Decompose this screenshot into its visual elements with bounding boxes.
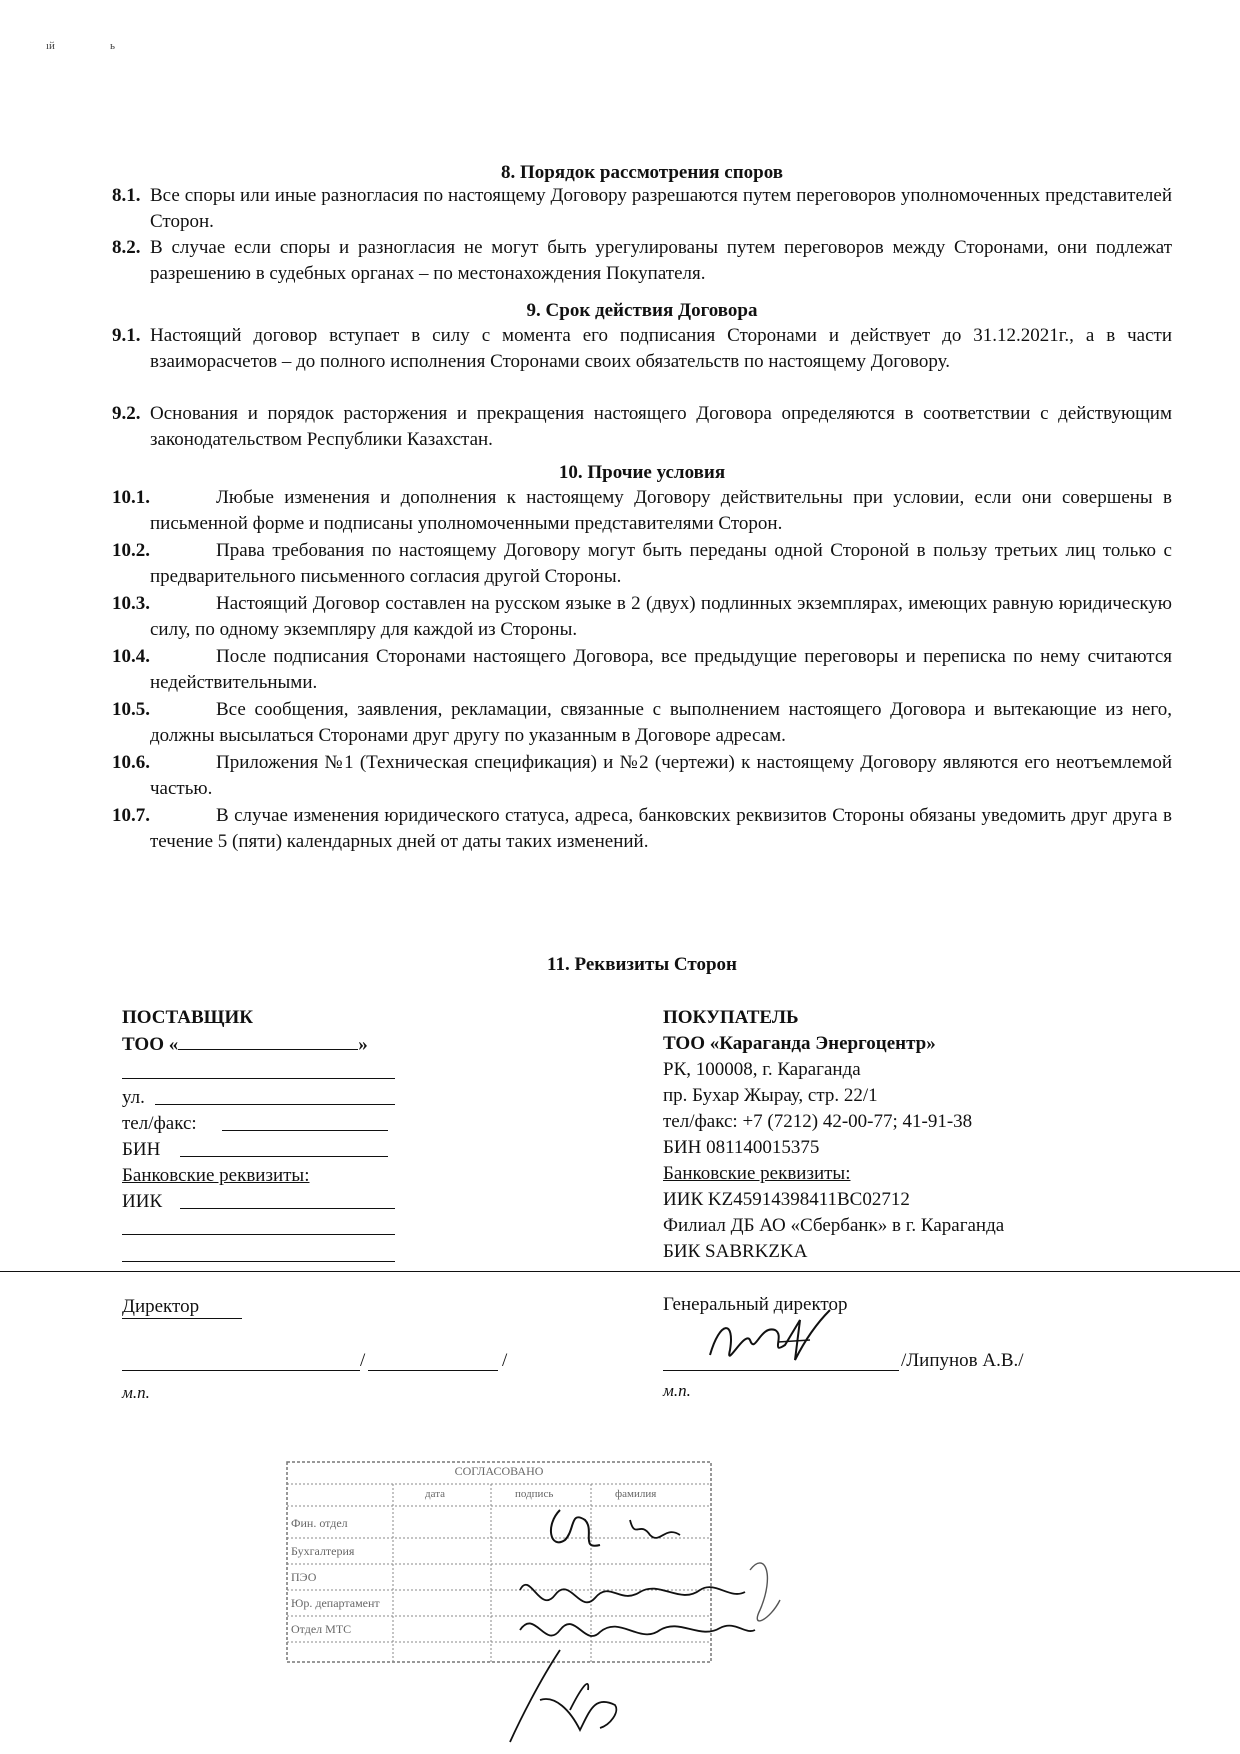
clause-number: 8.1. [112,185,141,206]
clause-text: Настоящий Договор составлен на русском языке в 2 (двух) подлинных экземплярах, имеющих равную юридическую силу, по одному экземпляру для каждой из Стороны. [150,593,1172,640]
supplier-org-prefix: ТОО « [122,1034,179,1055]
clause-text: Все споры или иные разногласия по настоящему Договору разрешаются путем переговоров уполномоченных представителей Сторон. [150,185,1172,232]
supplier-phone-line [222,1130,388,1131]
approval-stamp-title: СОГЛАСОВАНО [454,1464,544,1478]
supplier-iik-label: ИИК [122,1191,163,1212]
buyer-handwritten-signature [690,1300,840,1380]
clause-number: 10.3. [112,593,150,614]
buyer-signer: /Липунов А.В./ [901,1350,1024,1371]
clause-text: В случае если споры и разногласия не могут быть урегулированы путем переговоров между Сторонами, они подлежат разрешению в судебных органах – по местонахождения Покупателя. [150,237,1172,284]
clause-text: Настоящий договор вступает в силу с момента его подписания Сторонами и действует до 31.12.2021г., а в части взаиморасчетов – до полного исполнения Сторонами своих обязательств по настоящему Договору. [150,325,1172,372]
buyer-block [663,1005,1143,1265]
approval-col-date: дата [425,1488,446,1500]
approval-row-label: Юр. департамент [291,1596,380,1610]
supplier-org-blank [178,1031,358,1050]
buyer-iik: ИИК KZ45914398411BC02712 [663,1189,910,1210]
clause-9-2 [112,401,1172,453]
approval-row-label: Отдел МТС [291,1622,352,1636]
buyer-org: ТОО «Караганда Энергоцентр» [663,1033,936,1054]
supplier-org-suffix: » [358,1034,368,1055]
supplier-street-label: ул. [122,1087,145,1108]
corner-mark: ь [110,40,116,52]
supplier-role-line [122,1318,242,1319]
clause-text: Основания и порядок расторжения и прекращения настоящего Договора определяются в соответствии с действующим законодательством Республики Казахстан. [150,403,1172,450]
corner-mark: ıй [46,40,55,52]
approval-row-label: Фин. отдел [291,1516,348,1530]
approval-col-signature: подпись [515,1488,554,1500]
buyer-seal-place: м.п. [663,1381,691,1400]
clause-10-2 [112,538,1172,590]
supplier-signature-line [122,1370,360,1371]
supplier-block [122,1005,422,1058]
supplier-blank-line [122,1261,395,1262]
buyer-bik: БИК SABRKZKA [663,1241,808,1262]
buyer-heading: ПОКУПАТЕЛЬ [663,1007,799,1028]
scan-divider-line [0,1271,1240,1272]
clause-text: После подписания Сторонами настоящего Договора, все предыдущие переговоры и переписка по нему считаются недействительными. [150,646,1172,693]
clause-10-5 [112,697,1172,749]
clause-number: 10.5. [112,699,150,720]
buyer-phone: тел/факс: +7 (7212) 42-00-77; 41-91-38 [663,1111,973,1132]
clause-number: 10.7. [112,805,150,826]
supplier-street-line [155,1104,395,1105]
supplier-slash-2: / [502,1350,508,1371]
clause-8-1 [112,183,1172,235]
supplier-name-line [368,1370,498,1371]
clause-10-7 [112,803,1172,855]
section-11-title: 11. Реквизиты Сторон [547,954,737,975]
supplier-street-row [122,1085,145,1111]
supplier-iik-row [122,1189,162,1215]
clause-text: Любые изменения и дополнения к настоящему Договору действительны при условии, если они совершены в письменной форме и подписаны уполномоченными представителями Сторон. [150,487,1172,534]
clause-8-2 [112,235,1172,287]
clause-number: 10.4. [112,646,150,667]
supplier-role: Директор [122,1296,200,1317]
clause-10-3 [112,591,1172,643]
supplier-phone-label: тел/факс: [122,1113,197,1134]
clause-10-1 [112,485,1172,537]
supplier-heading: ПОСТАВЩИК [122,1007,254,1028]
clause-text: Все сообщения, заявления, рекламации, связанные с выполнением настоящего Договора и вытекающие из него, должны высылаться Сторонами друг другу по указанным в Договоре адресам. [150,699,1172,746]
supplier-blank-line [122,1078,395,1079]
section-8-title: 8. Порядок рассмотрения споров [500,162,784,183]
section-9-title: 9. Срок действия Договора [526,300,758,321]
clause-number: 9.2. [112,403,141,424]
clause-10-4 [112,644,1172,696]
clause-10-6 [112,750,1172,802]
supplier-blank-line [122,1234,395,1235]
buyer-role: Генеральный директор [663,1294,848,1315]
supplier-org [122,1031,422,1058]
clause-number: 8.2. [112,237,141,258]
clause-text: Приложения №1 (Техническая спецификация) и №2 (чертежи) к настоящему Договору являются его неотъемлемой частью. [150,752,1172,799]
approval-row-label: ПЭО [291,1570,317,1584]
supplier-bank-heading: Банковские реквизиты: [122,1165,310,1186]
clause-number: 10.2. [112,540,150,561]
approval-col-surname: фамилия [615,1488,657,1500]
approval-row-label: Бухгалтерия [291,1544,355,1558]
buyer-address-2: пр. Бухар Жырау, стр. 22/1 [663,1085,878,1106]
buyer-bank: Филиал ДБ АО «Сбербанк» в г. Караганда [663,1215,1005,1236]
clause-number: 10.1. [112,487,150,508]
buyer-bank-heading: Банковские реквизиты: [663,1163,851,1184]
buyer-address-1: РК, 100008, г. Караганда [663,1059,861,1080]
buyer-bin: БИН 081140015375 [663,1137,820,1158]
clause-number: 10.6. [112,752,150,773]
approval-handwritten-signatures [500,1480,830,1750]
section-10-title: 10. Прочие условия [558,462,726,483]
clause-9-1 [112,323,1172,375]
supplier-phone-row [122,1111,197,1137]
supplier-bin-label: БИН [122,1139,161,1160]
clause-text: Права требования по настоящему Договору могут быть переданы одной Стороной в пользу третьих лиц только с предварительного письменного согласия другой Стороны. [150,540,1172,587]
supplier-bin-line [180,1156,388,1157]
supplier-slash-1: / [360,1350,366,1371]
supplier-iik-line [180,1208,395,1209]
clause-text: В случае изменения юридического статуса, адреса, банковских реквизитов Стороны обязаны уведомить друг друга в течение 5 (пяти) календарных дней от даты таких изменений. [150,805,1172,852]
supplier-seal-place: м.п. [122,1383,150,1402]
supplier-bin-row [122,1137,160,1163]
clause-number: 9.1. [112,325,141,346]
